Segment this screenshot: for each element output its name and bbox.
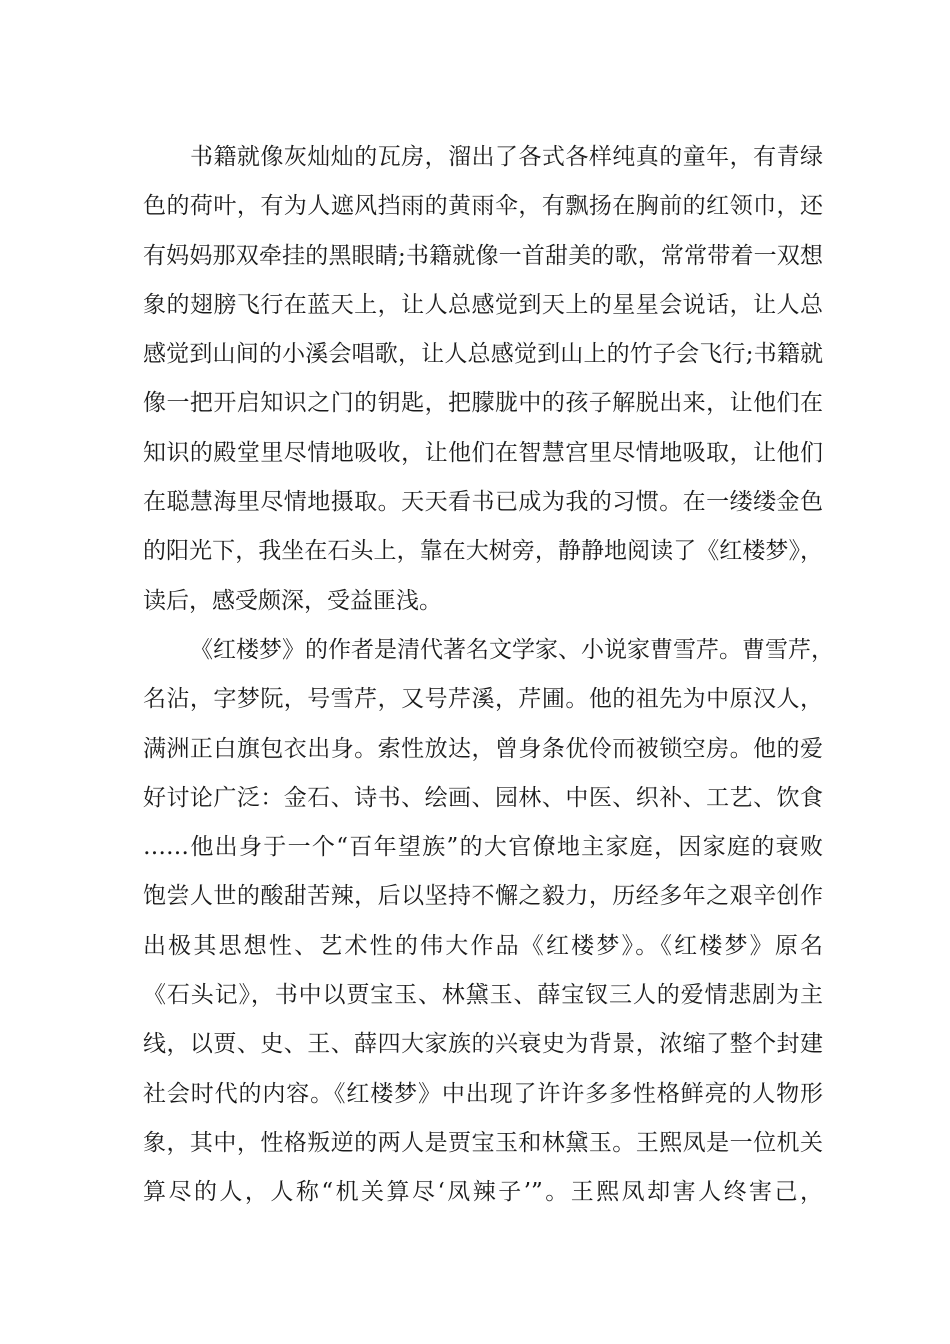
paragraph-line: 《石头记》，书中以贾宝玉、林黛玉、薛宝钗三人的爱情悲剧为主 [143, 982, 823, 1009]
paragraph-line: 像一把开启知识之门的钥匙，把朦胧中的孩子解脱出来，让他们在 [143, 390, 823, 417]
paragraph-line: 线，以贾、史、王、薛四大家族的兴衰史为背景，浓缩了整个封建 [143, 1031, 823, 1058]
paragraph-1 [143, 133, 823, 626]
paragraph-line: 好讨论广泛：金石、诗书、绘画、园林、中医、织补、工艺、饮食 [143, 784, 823, 811]
paragraph-line: 饱尝人世的酸甜苦辣，后以坚持不懈之毅力，历经多年之艰辛创作 [143, 883, 823, 910]
paragraph-line: 名沾，字梦阮，号雪芹，又号芹溪，芹圃。他的祖先为中原汉人， [143, 686, 823, 713]
paragraph-line: 书籍就像灰灿灿的瓦房，溜出了各式各样纯真的童年，有青绿 [190, 144, 823, 170]
paragraph-line: 象的翅膀飞行在蓝天上，让人总感觉到天上的星星会说话，让人总 [143, 291, 823, 318]
paragraph-line: 算尽的人，人称“机关算尽‘凤辣子’”。王熙凤却害人终害己， [143, 1179, 823, 1206]
paragraph-line: 知识的殿堂里尽情地吸收，让他们在智慧宫里尽情地吸取，让他们 [143, 439, 823, 466]
essay-body [143, 133, 834, 1218]
paragraph-line: 满洲正白旗包衣出身。索性放达，曾身条优伶而被锁空房。他的爱 [143, 735, 823, 762]
paragraph-line: 社会时代的内容。《红楼梦》中出现了许许多多性格鲜亮的人物形 [143, 1080, 823, 1107]
paragraph-line: 象，其中，性格叛逆的两人是贾宝玉和林黛玉。王熙凤是一位机关 [143, 1129, 823, 1156]
paragraph-line: 有妈妈那双牵挂的黑眼睛;书籍就像一首甜美的歌，常常带着一双想 [143, 242, 823, 269]
paragraph-line: 在聪慧海里尽情地摄取。天天看书已成为我的习惯。在一缕缕金色 [143, 489, 823, 516]
paragraph-2 [143, 626, 834, 1218]
paragraph-line: 出极其思想性、艺术性的伟大作品《红楼梦》。《红楼梦》原名 [143, 932, 823, 959]
paragraph-line: 感觉到山间的小溪会唱歌，让人总感觉到山上的竹子会飞行;书籍就 [143, 341, 823, 368]
paragraph-line: 读后，感受颇深，受益匪浅。 [143, 587, 442, 614]
paragraph-line: 色的荷叶，有为人遮风挡雨的黄雨伞，有飘扬在胸前的红领巾，还 [143, 193, 823, 220]
paragraph-line: 的阳光下，我坐在石头上，靠在大树旁，静静地阅读了《红楼梦》， [143, 538, 823, 565]
paragraph-line: ……他出身于一个“百年望族”的大官僚地主家庭，因家庭的衰败 [143, 834, 823, 861]
paragraph-line: 《红楼梦》的作者是清代著名文学家、小说家曹雪芹。曹雪芹， [190, 636, 834, 663]
